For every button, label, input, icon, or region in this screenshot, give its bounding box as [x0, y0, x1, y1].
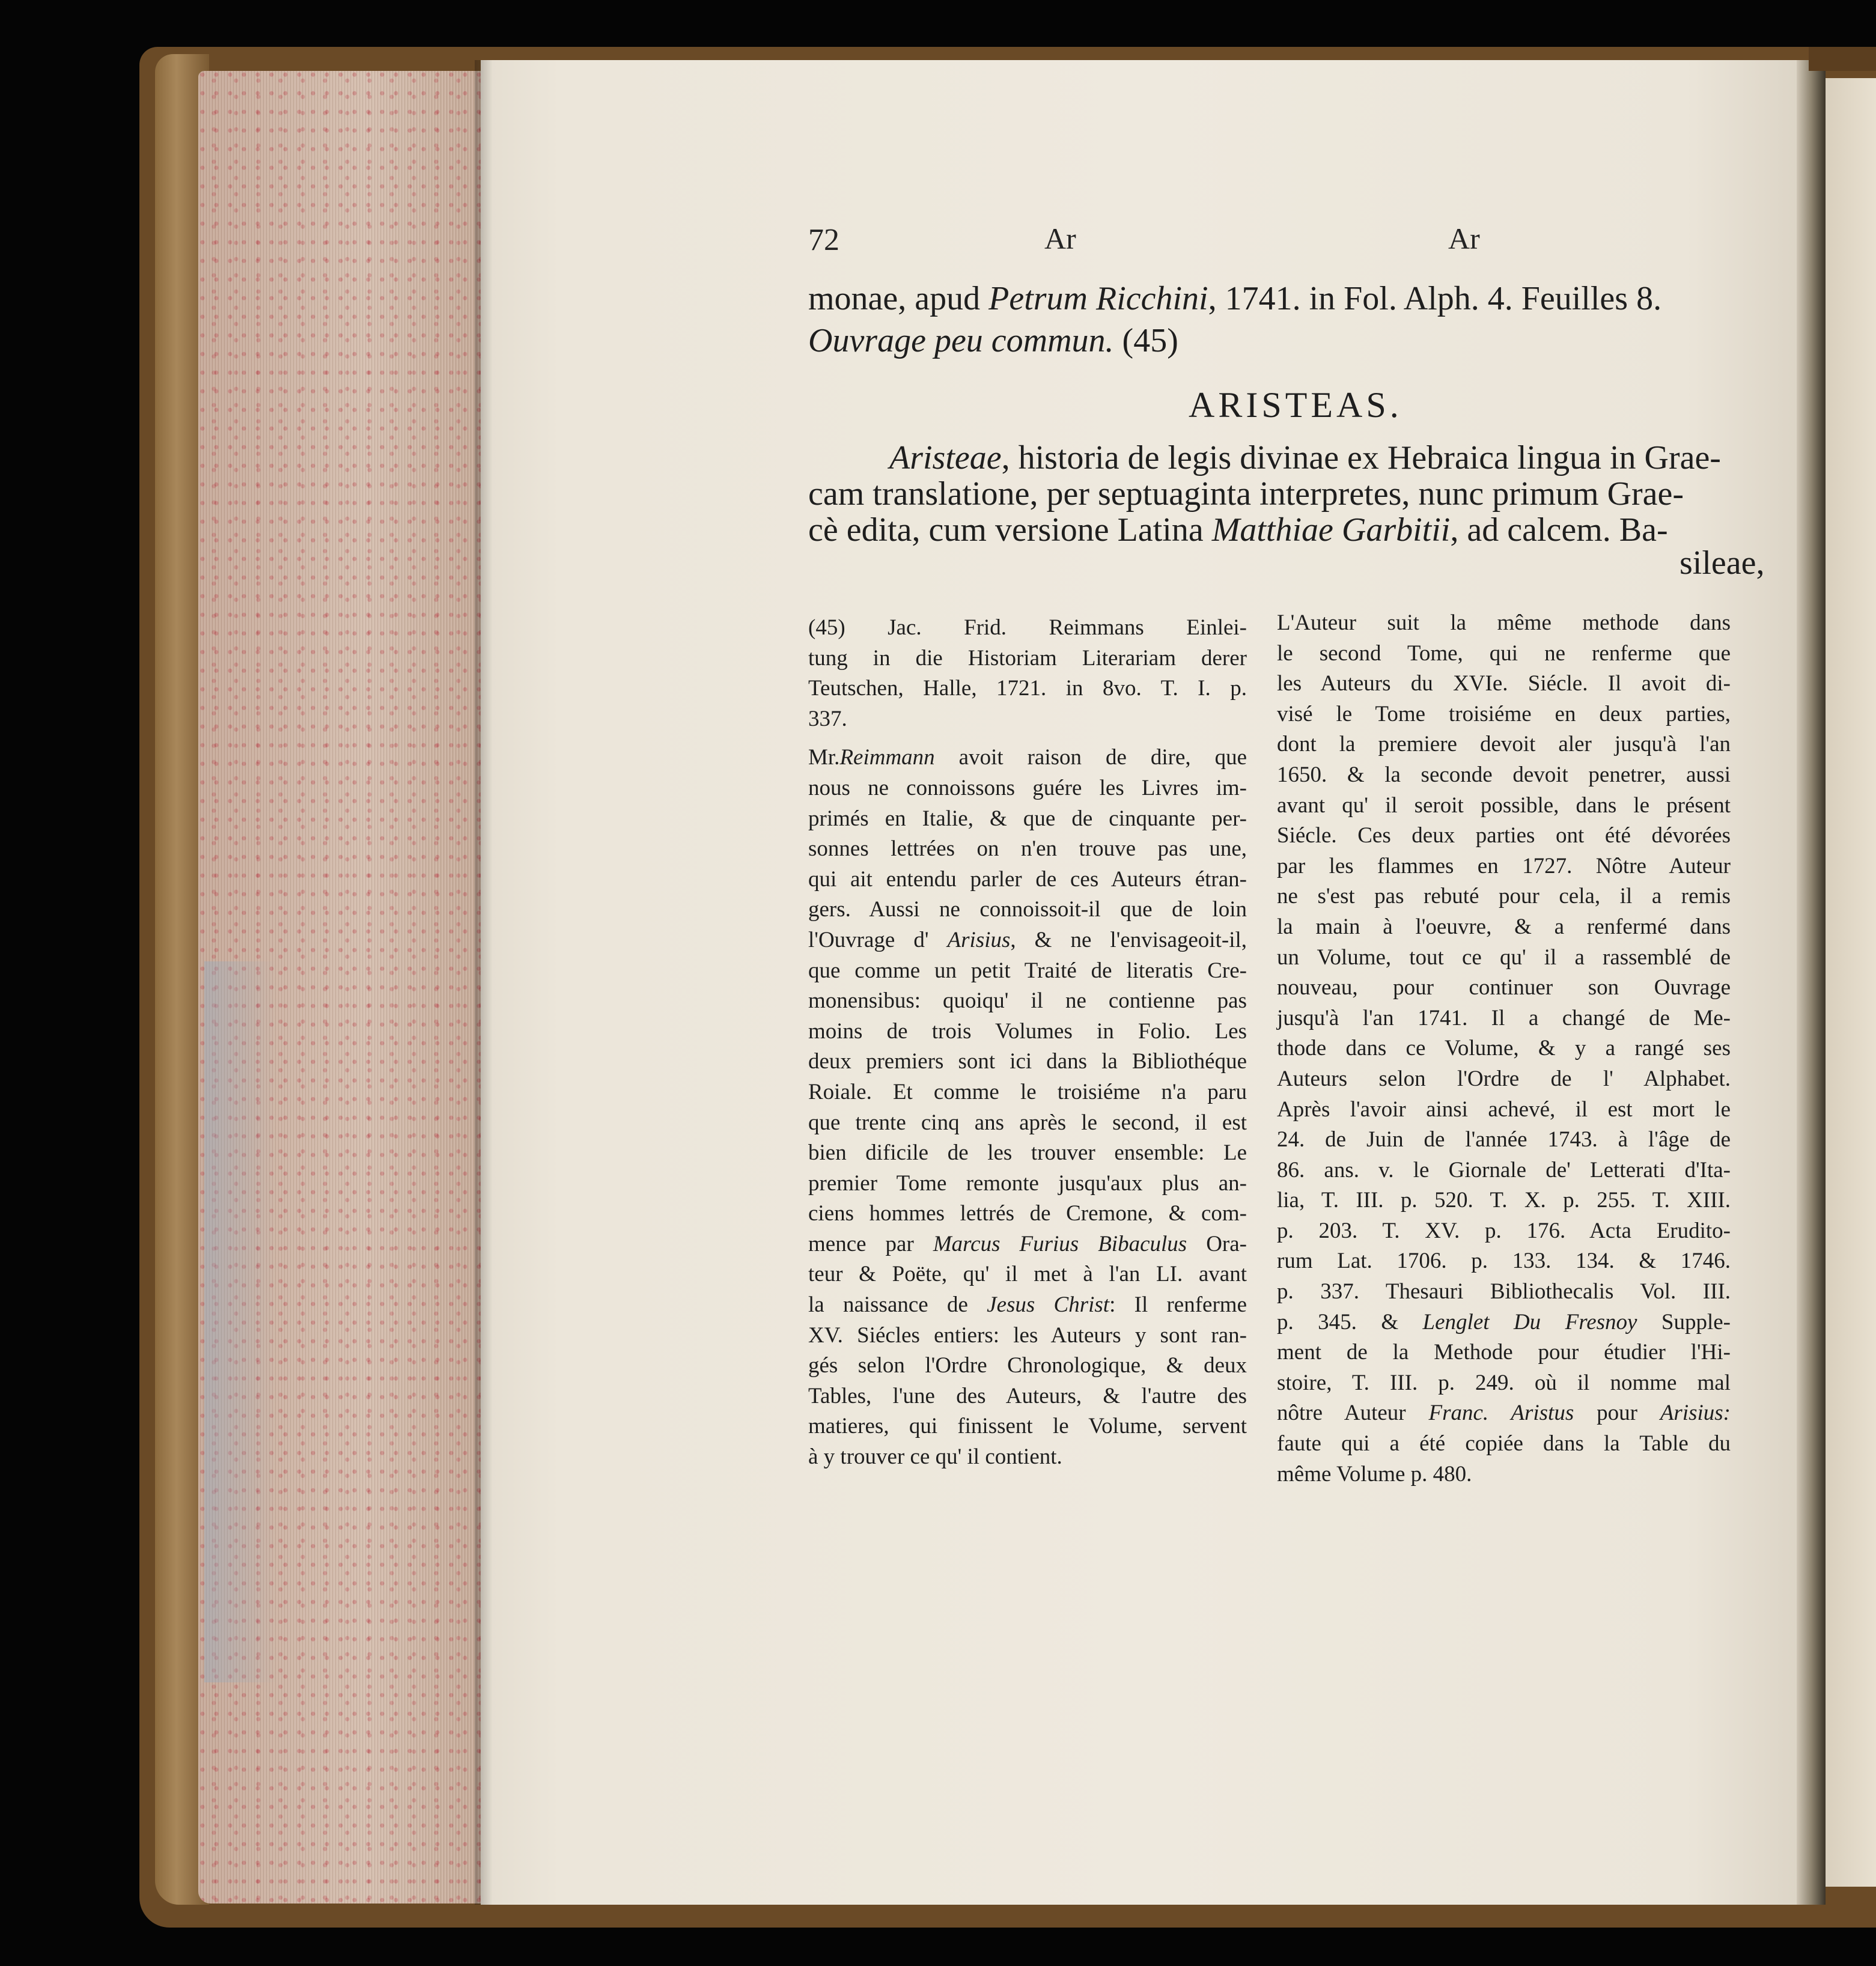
note-line: mence par Marcus Furius Bibaculus Ora-: [808, 1231, 1247, 1256]
note-line: ciens hommes lettrés de Cremone, & com-: [808, 1201, 1247, 1226]
note-line: p. 337. Thesauri Bibliothecalis Vol. III.: [1277, 1279, 1731, 1304]
note-line: jusqu'à l'an 1741. Il a changé de Me-: [1277, 1005, 1731, 1030]
note-line: Mr.Reimmann avoit raison de dire, que: [808, 745, 1247, 770]
note-line: monensibus: quoiqu' il ne contienne pas: [808, 988, 1247, 1014]
note-line: 24. de Juin de l'année 1743. à l'âge de: [1277, 1127, 1731, 1152]
entry-heading: ARISTEAS.: [1189, 385, 1402, 425]
note-line: Après l'avoir ainsi achevé, il est mort le: [1277, 1097, 1731, 1122]
entry-line-2: cam translatione, per septuaginta interpretes, nunc primum Grae-: [808, 475, 1684, 513]
note-line: sonnes lettrées on n'en trouve pas une,: [808, 836, 1247, 862]
note-column-right: [1277, 608, 1731, 1490]
note-line: L'Auteur suit la même methode dans: [1277, 610, 1731, 635]
page-number: 72: [808, 223, 839, 257]
note-line: 1650. & la seconde devoit penetrer, aussi: [1277, 762, 1731, 787]
note-line: même Volume p. 480.: [1277, 1461, 1472, 1487]
note-line: que comme un petit Traité de literatis Cre-: [808, 958, 1247, 983]
note-line: moins de trois Volumes in Folio. Les: [808, 1018, 1247, 1044]
note-line: 86. ans. v. le Giornale de' Letterati d'Ita-: [1277, 1157, 1731, 1182]
note-line: avant qu' il seroit possible, dans le présent: [1277, 793, 1731, 818]
note-line: ment de la Methode pour étudier l'Hi-: [1277, 1340, 1731, 1365]
note-line: les Auteurs du XVIe. Siécle. Il avoit di-: [1277, 671, 1731, 696]
running-head-left: Ar: [1044, 222, 1076, 255]
note-line: nouveau, pour continuer son Ouvrage: [1277, 975, 1731, 1000]
note-line: ne s'est pas rebuté pour cela, il a remis: [1277, 884, 1731, 909]
note-line: XV. Siécles entiers: les Auteurs y sont ran-: [808, 1322, 1247, 1348]
entry-line-4: sileae,: [1680, 544, 1765, 582]
note-line: Siécle. Ces deux parties ont été dévorées: [1277, 823, 1731, 848]
facing-page-edge: [1826, 78, 1876, 1887]
note-line: gers. Aussi ne connoissoit-il que de loin: [808, 897, 1247, 922]
note-line: la naissance de Jesus Christ: Il renferme: [808, 1292, 1247, 1318]
top-entry-line-1: monae, apud Petrum Ricchini, 1741. in Fol. Alph. 4. Feuilles 8.: [808, 280, 1662, 317]
note-line: nous ne connoissons guére les Livres im-: [808, 775, 1247, 800]
note-line: l'Ouvrage d' Arisius, & ne l'envisageoit-il,: [808, 927, 1247, 952]
footnote-line: Teutschen, Halle, 1721. in 8vo. T. I. p.: [808, 676, 1247, 701]
note-line: qui ait entendu parler de ces Auteurs étran-: [808, 866, 1247, 892]
note-line: Roiale. Et comme le troisiéme n'a paru: [808, 1079, 1247, 1104]
note-line: bien dificile de les trouver ensemble: Le: [808, 1140, 1247, 1166]
footnote-line: 337.: [808, 706, 847, 731]
note-line: thode dans ce Volume, & y a rangé ses: [1277, 1036, 1731, 1061]
entry-line-3: cè edita, cum versione Latina Matthiae Garbitii, ad calcem. Ba-: [808, 511, 1668, 549]
note-line: par les flammes en 1727. Nôtre Auteur: [1277, 853, 1731, 878]
note-line: lia, T. III. p. 520. T. X. p. 255. T. XIII.: [1277, 1188, 1731, 1213]
note-line: deux premiers sont ici dans la Bibliothéque: [808, 1049, 1247, 1074]
note-line: matieres, qui finissent le Volume, servent: [808, 1414, 1247, 1439]
note-line: visé le Tome troisiéme en deux parties,: [1277, 701, 1731, 726]
note-line: Auteurs selon l'Ordre de l' Alphabet.: [1277, 1066, 1731, 1091]
note-line: à y trouver ce qu' il contient.: [808, 1444, 1062, 1470]
note-line: gés selon l'Ordre Chronologique, & deux: [808, 1353, 1247, 1378]
note-line: Tables, l'une des Auteurs, & l'autre des: [808, 1383, 1247, 1408]
running-head-right: Ar: [1448, 222, 1480, 255]
note-line: rum Lat. 1706. p. 133. 134. & 1746.: [1277, 1249, 1731, 1274]
note-line: nôtre Auteur Franc. Aristus pour Arisius:: [1277, 1401, 1731, 1426]
book-gutter: [1797, 60, 1826, 1905]
note-line: que trente cinq ans après le second, il est: [808, 1110, 1247, 1135]
footnote-line: (45) Jac. Frid. Reimmans Einlei-: [808, 615, 1247, 640]
top-entry-line-2: Ouvrage peu commun. (45): [808, 322, 1178, 359]
page-edge-shadow: [475, 60, 493, 1905]
note-line: faute qui a été copiée dans la Table du: [1277, 1431, 1731, 1456]
footnote-line: tung in die Historiam Literariam derer: [808, 645, 1247, 671]
note-column-left: [808, 613, 1247, 1473]
note-line: p. 203. T. XV. p. 176. Acta Erudito-: [1277, 1218, 1731, 1243]
note-line: dont la premiere devoit aler jusqu'à l'an: [1277, 732, 1731, 757]
page-fore-edge-tint: [204, 961, 276, 1682]
note-line: stoire, T. III. p. 249. où il nomme mal: [1277, 1370, 1731, 1395]
note-line: le second Tome, qui ne renferme que: [1277, 641, 1731, 666]
note-line: premier Tome remonte jusqu'aux plus an-: [808, 1170, 1247, 1196]
note-line: teur & Poëte, qu' il met à l'an LI. avant: [808, 1262, 1247, 1287]
note-line: un Volume, tout ce qu' il a rassemblé de: [1277, 945, 1731, 970]
note-line: la main à l'oeuvre, & a renfermé dans: [1277, 914, 1731, 939]
note-line: primés en Italie, & que de cinquante per-: [808, 806, 1247, 831]
note-line: p. 345. & Lenglet Du Fresnoy Supple-: [1277, 1309, 1731, 1335]
entry-line-1: Aristeae, historia de legis divinae ex Hebraica lingua in Grae-: [889, 439, 1721, 476]
book-board-top-right: [1809, 47, 1876, 71]
